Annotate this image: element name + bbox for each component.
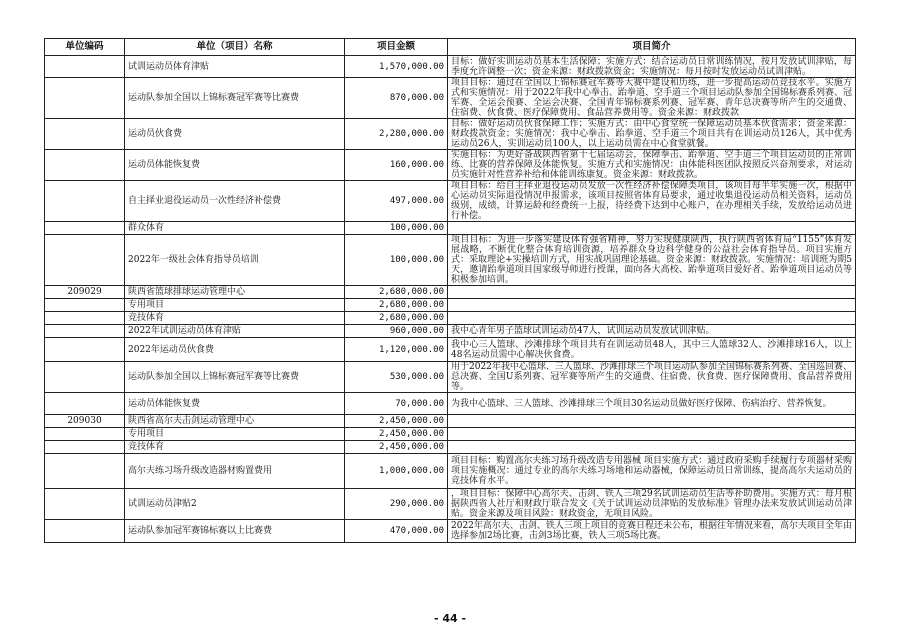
table-row	[45, 441, 856, 454]
row-desc: 我中心三人篮球、沙滩排球个项目共有在训运动员48人，其中三人篮球32人、沙滩排球16人，以上48名运动员需中心解决伙食费。	[448, 338, 856, 362]
row-code: 209030	[45, 415, 125, 428]
row-desc	[448, 286, 856, 299]
row-desc	[448, 441, 856, 454]
table-row	[45, 312, 856, 325]
row-name: 运动队参加全国以上锦标赛冠军赛等比赛费	[125, 78, 345, 119]
row-amount: 2,450,000.00	[345, 441, 448, 454]
header-code: 单位编码	[45, 39, 125, 56]
row-amount: 160,000.00	[345, 150, 448, 181]
table-row	[45, 325, 856, 338]
table-row	[45, 150, 856, 181]
row-name: 专用项目	[125, 428, 345, 441]
row-desc	[448, 428, 856, 441]
table-row	[45, 78, 856, 119]
header-name: 单位（项目）名称	[125, 39, 345, 56]
row-amount: 2,450,000.00	[345, 428, 448, 441]
row-desc: 目标：做好运动员伙食保障工作；实施方式：由中心食堂统一保障运动员基本伙食需求；资金来源：财政拨款资金；实施情况：我中心拳击、跆拳道、空手道三个项目共有在训运动员126人，其中优秀运动员26人，实训运动员100人，以上运动员需在中心食堂就餐。	[448, 119, 856, 150]
table-row	[45, 454, 856, 489]
row-amount: 2,680,000.00	[345, 286, 448, 299]
table-row	[45, 286, 856, 299]
row-name: 运动队参加全国以上锦标赛冠军赛等比赛费	[125, 362, 345, 393]
row-name: 运动员体能恢复费	[125, 393, 345, 415]
row-amount: 100,000.00	[345, 222, 448, 235]
table-row	[45, 56, 856, 78]
row-code	[45, 454, 125, 489]
row-code: 209029	[45, 286, 125, 299]
row-code	[45, 150, 125, 181]
row-desc: 项目目标：购置高尔夫练习场升级改造专用器械 项目实施方式：通过政府采购手续履行专项器材采购 项目实施概况：通过专业的高尔夫练习场地和运动器械，保障运动员日常训练，提高高尔夫运动员的竞技体育水平。	[448, 454, 856, 489]
row-amount: 497,000.00	[345, 181, 448, 222]
row-amount: 100,000.00	[345, 235, 448, 286]
row-code	[45, 222, 125, 235]
row-code	[45, 78, 125, 119]
row-amount: 2,450,000.00	[345, 415, 448, 428]
row-desc	[448, 299, 856, 312]
row-name: 自主择业退役运动员一次性经济补偿费	[125, 181, 345, 222]
table-row	[45, 489, 856, 520]
row-amount: 870,000.00	[345, 78, 448, 119]
row-code	[45, 299, 125, 312]
table-row	[45, 428, 856, 441]
table-row	[45, 222, 856, 235]
row-amount: 1,570,000.00	[345, 56, 448, 78]
row-desc: 项目目标：为进一步落实建设体育强省精神，努力实现健康陕西，执行陕西省体育局“1155”体育发展战略，不断优化整合体育培训资源，培养群众身边科学健身的公益社会体育指导员。项目实施方式：采取理论+实操培训方式，用实战巩固理论基础。资金来源：财政拨款。实施情况：培训班为期5天，邀请跆拳道项目国家级导师进行授课，面向各大高校、跆拳道项目爱好者、跆拳道项目运动员等积极参加培训。	[448, 235, 856, 286]
table-row	[45, 235, 856, 286]
row-name: 竞技体育	[125, 312, 345, 325]
row-desc: 为我中心篮球、三人篮球、沙滩排球三个项目30名运动员做好医疗保障、伤病治疗、营养恢复。	[448, 393, 856, 415]
row-code	[45, 119, 125, 150]
row-code	[45, 441, 125, 454]
table-row	[45, 119, 856, 150]
header-desc: 项目简介	[448, 39, 856, 56]
table-row	[45, 393, 856, 415]
row-name: 运动队参加冠军赛锦标赛以上比赛费	[125, 520, 345, 543]
table-row	[45, 338, 856, 362]
row-code	[45, 56, 125, 78]
row-name: 专用项目	[125, 299, 345, 312]
row-amount: 530,000.00	[345, 362, 448, 393]
row-amount: 1,000,000.00	[345, 454, 448, 489]
table-row	[45, 362, 856, 393]
row-amount: 1,120,000.00	[345, 338, 448, 362]
row-amount: 470,000.00	[345, 520, 448, 543]
header-amount: 项目金额	[345, 39, 448, 56]
row-code	[45, 181, 125, 222]
table-row	[45, 415, 856, 428]
row-name: 竞技体育	[125, 441, 345, 454]
row-amount: 2,280,000.00	[345, 119, 448, 150]
row-code	[45, 338, 125, 362]
row-name: 2022年运动员伙食费	[125, 338, 345, 362]
row-name: 高尔夫练习场升级改造器材购置费用	[125, 454, 345, 489]
row-desc	[448, 415, 856, 428]
row-amount: 290,000.00	[345, 489, 448, 520]
row-name: 试训运动员津贴2	[125, 489, 345, 520]
row-name: 运动员体能恢复费	[125, 150, 345, 181]
row-desc	[448, 222, 856, 235]
row-desc: 目标：做好实训运动员基本生活保障；实施方式：结合运动员日常训练情况，按月发放试训津贴，每季度允许调整一次；资金来源：财政拨款资金；实施情况：每月按时发放运动员试训津贴。	[448, 56, 856, 78]
budget-table	[44, 38, 856, 543]
row-code	[45, 325, 125, 338]
table-header-row	[45, 39, 856, 56]
row-code	[45, 312, 125, 325]
row-desc: 项目目标：通过在全国以上锦标赛冠军赛等大赛中建设和历练，进一步提高运动员竞技水平。实施方式和实施情况：用于2022年我中心拳击、跆拳道、空手道三个项目运动队参加全国锦标赛系列赛、冠军赛、全运会预赛、全运会决赛、全国青年锦标赛系列赛、冠军赛、青年总决赛等所产生的交通费、住宿费、伙食费、医疗保障费用、食品营养费用等。资金来源：财政拨款	[448, 78, 856, 119]
row-desc: 实施目标：为更好备战陕西省第十七届运动会，保障拳击、跆拳道、空手道三个项目运动员的正常训练、比赛的营养保障及体能恢复。实施方式和实施情况：由体能科医团队按照反兴奋剂要求，对运动员实施针对性营养补给和体能训练康复。资金来源：财政拨款。	[448, 150, 856, 181]
row-code	[45, 489, 125, 520]
table-row	[45, 520, 856, 543]
row-amount: 2,680,000.00	[345, 312, 448, 325]
row-name: 群众体育	[125, 222, 345, 235]
row-desc: 我中心青年男子篮球试训运动员47人，试训运动员发放试训津贴。	[448, 325, 856, 338]
row-amount: 70,000.00	[345, 393, 448, 415]
row-name: 运动员伙食费	[125, 119, 345, 150]
row-name: 2022年试训运动员体育津贴	[125, 325, 345, 338]
row-code	[45, 428, 125, 441]
row-code	[45, 235, 125, 286]
table-row	[45, 299, 856, 312]
row-desc: 用于2022年我中心篮球、三人篮球、沙滩排球三个项目运动队参加全国锦标赛系列赛、全国巡回赛、总决赛、全国U系列赛、冠军赛等所产生的交通费、住宿费、伙食费、医疗保障费用、食品营养费用等。	[448, 362, 856, 393]
row-code	[45, 393, 125, 415]
row-desc: 2022年高尔夫、击剑、铁人三项上项目的竞赛日程还未公布，根据往年情况来看，高尔夫项目全年由选择参加2场比赛，击剑3场比赛，铁人三项5场比赛。	[448, 520, 856, 543]
row-code	[45, 520, 125, 543]
row-name: 试训运动员体育津贴	[125, 56, 345, 78]
row-code	[45, 362, 125, 393]
page-number: - 44 -	[433, 612, 467, 625]
row-amount: 2,680,000.00	[345, 299, 448, 312]
row-desc: 项目目标：给自主择业退役运动员发放一次性经济补偿保障类项目，该项目每半年实施一次，根据中心运动员实际退役情况申报需求，该项目按照省体育局要求，通过收集退役运动员相关资料，运动员级别，成绩，计算运龄和经费统一上报，待经费下达到中心账户，在办理相关手续，发放给运动员进行补偿。	[448, 181, 856, 222]
row-desc: ，项目目标：保障中心高尔夫、击剑、铁人三项29名试训运动员生活等补助费用。实施方式：每月根据陕西省人社厅和财政厅联合发文《关于试训运动员津贴的发放标准》管理办法来发放试训运动员津贴。资金来源及项目风险：财政资金，无项目风险。	[448, 489, 856, 520]
row-name: 陕西省篮球排球运动管理中心	[125, 286, 345, 299]
table-row	[45, 181, 856, 222]
row-desc	[448, 312, 856, 325]
row-amount: 960,000.00	[345, 325, 448, 338]
row-name: 2022年一级社会体育指导员培训	[125, 235, 345, 286]
row-name: 陕西省高尔夫击剑运动管理中心	[125, 415, 345, 428]
